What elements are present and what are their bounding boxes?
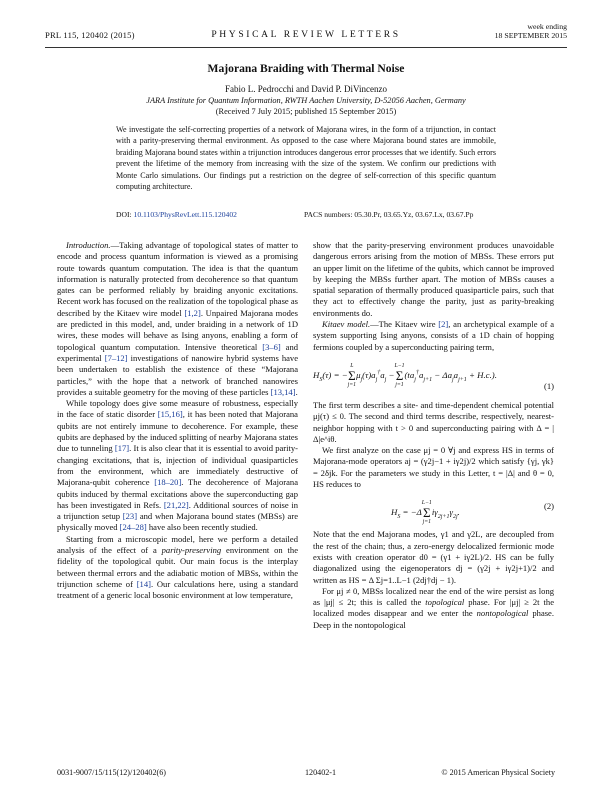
footer-page-number: 120402-1 — [305, 768, 337, 777]
equation-2-number: (2) — [543, 501, 554, 512]
citation-link[interactable]: [7–12] — [104, 352, 128, 363]
section-heading-kitaev-model: Kitaev model. — [322, 319, 371, 330]
citation-link[interactable]: [15,16] — [157, 409, 183, 420]
equation-1 — [313, 355, 554, 397]
citation-link[interactable]: [13,14] — [270, 386, 296, 397]
right-column — [313, 240, 554, 631]
citation-link[interactable]: [24–28] — [119, 522, 147, 533]
equation-1-body: $H_S(\tau)$ = − L Σ j=1 $\mu_j(\tau)a_j^\dagger a_j$ − L−1 Σ j=1 $(ta_j^\dagger a_{j+1} - \Delta a_ja_{j+1} + H.c.)$. — [313, 362, 497, 388]
paper-title: Majorana Braiding with Thermal Noise — [207, 62, 405, 75]
running-header — [45, 18, 567, 48]
header-rule — [45, 47, 567, 48]
author-list: Fabio L. Pedrocchi and David P. DiVincenzo — [225, 84, 387, 94]
week-label: week ending — [527, 22, 567, 31]
doi-label: DOI: — [116, 210, 132, 219]
citation-link[interactable]: [1,2] — [184, 307, 201, 318]
citation-link[interactable]: [17] — [114, 443, 130, 454]
equation-2-body: $H_S = -\Delta$ L−1 Σ j=1 $i\gamma_{2j+1}\gamma_{2j}$. — [391, 500, 460, 526]
citation-link[interactable]: [14] — [136, 578, 151, 589]
citation-link[interactable]: [18–20] — [154, 477, 182, 488]
paragraph-phases: For μj ≠ 0, MBSs localized near the end of the wire persist as long as |μj| ≤ 2t; this is called the topological phase. For |μj| ≥ 2t the localized modes disappear and we enter the nontopological phase. Deep in the nontopological — [313, 585, 555, 630]
abstract: We investigate the self-correcting properties of a network of Majorana wires, in the form of a trijunction, in contact with a parity-preserving thermal environment. As opposed to the case where Majorana bound states are immobile, braiding Majorana bound states within a trijunction introduces dangerous error processes that we identify. Such errors prevent the lifetime of the memory from increasing with the size of the system. We confirm our predictions with Monte Carlo simulations. Our findings put a restriction on the degree of self-correction of this specific quantum computing architecture. — [116, 125, 496, 192]
paragraph-robustness: While topology does give some measure of robustness, especially in the face of static disorder [15,16], it has been noted that Majorana qubits are not entirely immune to decoherence. For example, these qubits are dephased by the induced splitting of nearby Majorana states due to tunneling [17]. It is also clear that it is essential to avoid parity-changing excitations, that is, injection of individual quasiparticles from the environment, which are immediately destructive of Majorana-qubit coherence [18–20]. The decoherence of Majorana qubits induced by thermal excitations above the superconducting gap has been investigated in Refs. [21,22]. Additional sources of noise in a trijunction setup [23] and when Majorana bound states (MBSs) are physically moved [24–28] have also been recently studied. — [57, 398, 298, 533]
citation-link[interactable]: [21,22] — [163, 499, 189, 510]
paragraph-approach: Starting from a microscopic model, here we perform a detailed analysis of the effect of a parity-preserving environment on the fidelity of the topological qubit. Our main focus is the interplay between thermal errors and the adiabatic motion of MBSs, within the trijunction scheme of [14]. Our calculations here, using a standard treatment of a generic local bosonic environment at low temperature, — [57, 533, 298, 601]
paragraph-terms: The first term describes a site- and time-dependent chemical potential μj(τ) ≤ 0. The second and third terms describe, respectively, nearest-neighbor hopping with t > 0 and superconducting pairing with Δ = |Δ|e^iθ. — [313, 399, 554, 444]
paragraph-introduction: Introduction.—Taking advantage of topological states of matter to encode and process quantum information is viewed as a promising route towards quantum computation. The idea is that the quantum information is naturally protected from decoherence so that quantum gates can be performed reliably by braiding anyonic excitations. Recent work has focused on the realization of the topological phase as described by the Kitaev wire model [1,2]. Unpaired Majorana modes are predicted in this model, and, under braiding in a network of 1D wires, these modes will behave as Ising anyons, enabling a form of topological quantum computation. Intensive theoretical [3–6] and experimental [7–12] investigations of nanowire hybrid systems have been undertaken to establish the existence of these “Majorana particles,” with the hope that a network of branched nanowires provides a suitable geometry for the moving of these particles [13,14]. — [57, 240, 298, 397]
affiliation: JARA Institute for Quantum Information, RWTH Aachen University, D-52056 Aachen, Germany — [146, 96, 466, 105]
journal-name: PHYSICAL REVIEW LETTERS — [211, 29, 401, 40]
doi-link[interactable]: 10.1103/PhysRevLett.115.120402 — [133, 210, 237, 219]
journal-reference: PRL 115, 120402 (2015) — [45, 30, 135, 40]
issue-date — [495, 22, 567, 40]
left-column — [57, 240, 298, 602]
paragraph-end-modes: Note that the end Majorana modes, γ1 and γ2L, are decoupled from the rest of the chain; thus, a zero-energy delocalized fermionic mode exists with creation operator d0 = (γ1 + iγ2L)/2. HS can be fully diagonalized using the eigenoperators dj = (γ2j + iγ2j+1)/2 and written as HS = Δ Σj=1..L−1 (2dj†dj − 1). — [313, 529, 554, 585]
footer-issn: 0031-9007/15/115(12)/120402(6) — [57, 768, 166, 777]
citation-link[interactable]: [23] — [122, 511, 138, 522]
section-heading-introduction: Introduction. — [66, 240, 111, 250]
footer-copyright: © 2015 American Physical Society — [441, 768, 555, 777]
week-date: 18 SEPTEMBER 2015 — [494, 31, 567, 40]
pacs-numbers: PACS numbers: 05.30.Pr, 03.65.Yz, 03.67.Lx, 03.67.Pp — [304, 210, 474, 219]
equation-2 — [313, 492, 554, 526]
paragraph-kitaev-model: Kitaev model.—The Kitaev wire [2], an archetypical example of a system supporting Ising anyons, consists of a 1D chain of hopping fermions coupled by a superconducting pairing term, — [313, 319, 554, 352]
paragraph-majorana-operators: We first analyze on the case μj = 0 ∀j and express HS in terms of Majorana-mode operators aj = (γ2j−1 + iγ2j)/2 which satisfy {γj, γk} = 2δjk. For the parameters we study in this Letter, t = |Δ| and θ = 0, HS reduces to — [313, 445, 554, 490]
doi-line — [116, 210, 237, 219]
paragraph-continuation: show that the parity-preserving environment produces unavoidable dangerous errors arising from the motion of MBSs. These errors put an upper limit on the lifetime of the qubits, which cannot be improved by keeping the MBSs further apart. The motion of MBSs causes a spatial separation of thermally produced quasiparticle pairs, such that they act to effectively change the parity, just as parity-breaking environments do. — [313, 240, 554, 318]
received-dates: (Received 7 July 2015; published 15 September 2015) — [215, 107, 397, 116]
citation-link[interactable]: [2] — [438, 319, 449, 330]
equation-1-number: (1) — [543, 380, 554, 391]
citation-link[interactable]: [3–6] — [262, 341, 281, 352]
